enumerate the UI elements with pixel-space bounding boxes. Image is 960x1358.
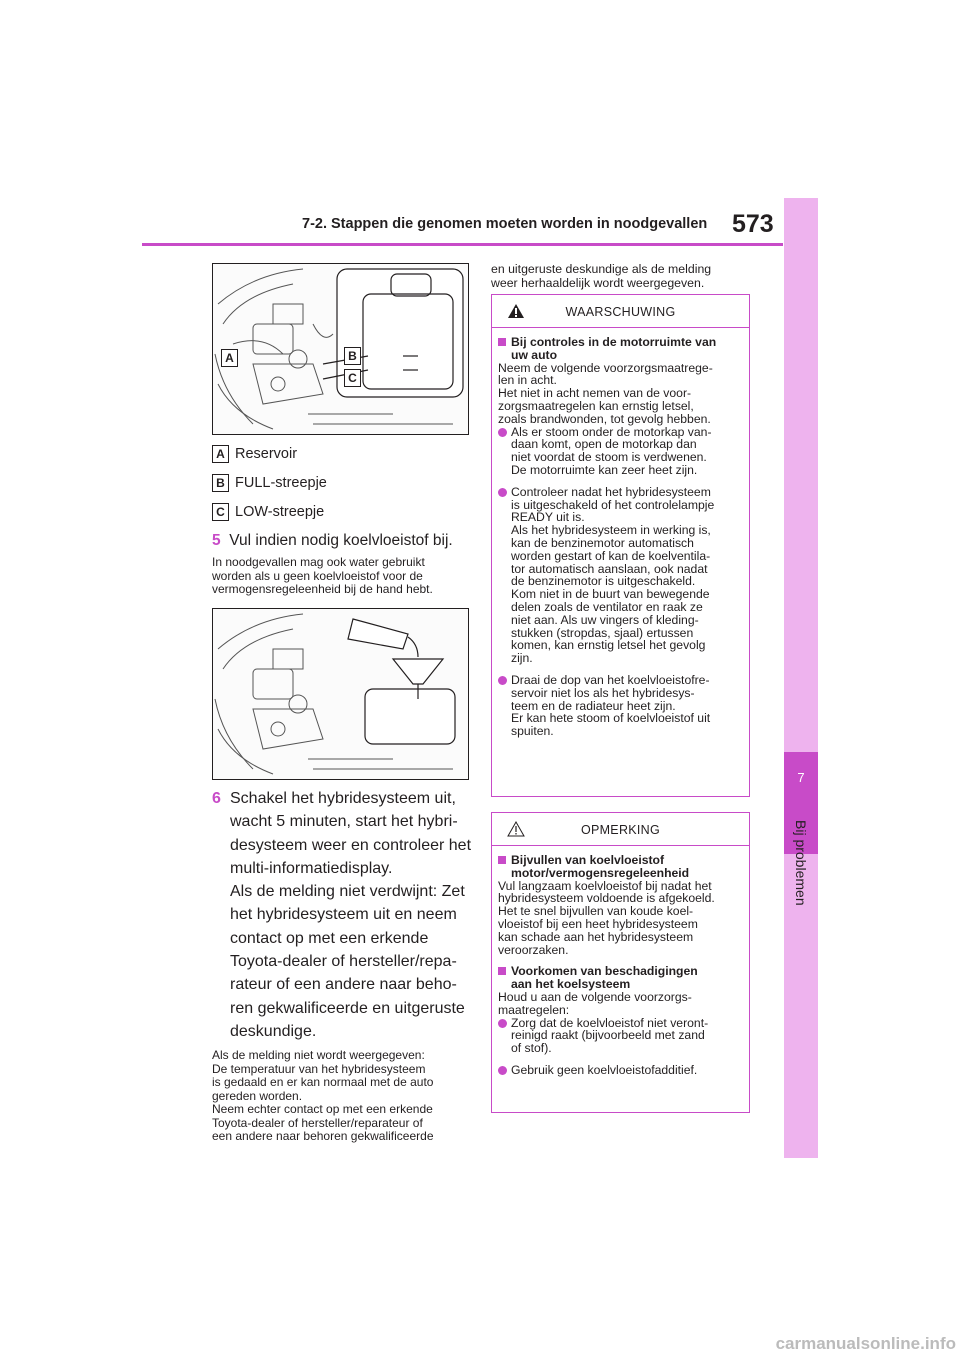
text-line: De motorruimte kan zeer heet zijn. [511,462,698,477]
header-rule [142,243,783,246]
step-6 [212,787,482,1043]
notice-body [492,846,749,1077]
step-line: deskundige. [230,1022,317,1040]
notice-box [491,812,750,1113]
text-line: veroorzaken. [498,942,569,957]
text-line: Als er stoom onder de motorkap van- [511,424,712,439]
legend-key: A [212,445,229,463]
bullet-dot-icon [498,428,507,437]
step-line: Schakel het hybridesysteem uit, [230,790,456,807]
text-line: zijn. [511,651,533,666]
step-line: contact op met een erkende [230,929,429,947]
warning-body [492,328,749,738]
text-line: servoir niet los als het hybridesys- [511,685,695,700]
warning-heading [498,336,743,362]
text-line: reinigd raakt (bijvoorbeeld met zand [511,1028,705,1043]
text-line: niet voordat de stoom is verdwenen. [511,450,707,465]
heading-line: uw auto [511,347,558,362]
text-line: stukken (stropdas, sjaal) ertussen [511,625,694,640]
text-line: zoals brandwonden, tot gevolg hebben. [498,411,711,426]
text-line: de benzinemotor is uitgeschakeld. [511,574,696,589]
step-line: multi-informatiedisplay. [230,859,393,877]
chapter-title [784,820,818,950]
text-line: Zorg dat de koelvloeistof niet veront- [511,1015,709,1030]
right-intro-text [491,263,761,290]
note-line: worden als u geen koelvloeistof voor de [212,568,423,583]
warning-header [492,295,749,327]
step-line: Als de melding niet verdwijnt: Zet [230,883,465,901]
legend-label: LOW-streepje [235,504,325,520]
step-line: het hybridesysteem uit en neem [230,906,457,924]
step-line: Toyota-dealer of hersteller/repa- [230,953,457,971]
text-line: Het te snel bijvullen van koude koel- [498,904,694,919]
text-line: tor automatisch aanslaan, ook nadat [511,561,708,576]
warning-bullet [498,486,743,665]
notice-bullet [498,1064,743,1077]
chapter-side-tab [784,198,818,1158]
legend-label: Reservoir [235,446,298,462]
note-line: Neem echter contact op met een erkende [212,1102,433,1116]
text-line: Kom niet in de buurt van bewegende [511,587,710,602]
notice-title: OPMERKING [580,823,661,837]
text-line: vloeistof bij een heet hybridesysteem [498,916,698,931]
text-line: worden gestart of kan de koelventila- [511,548,711,563]
bullet-dot-icon [498,1019,507,1028]
legend-item-full-line [212,474,327,492]
text-line: of stof). [511,1041,552,1056]
heading-line: Voorkomen van beschadigingen [511,964,698,979]
legend-key: C [212,503,229,521]
step-line: desysteem weer en controleer het [230,836,472,854]
note-line: Toyota-dealer of hersteller/reparateur of [212,1115,423,1130]
heading-line: Bij controles in de motorruimte van [511,335,717,349]
heading-line: Bijvullen van koelvloeistof [511,853,665,867]
step-line: wacht 5 minuten, start het hybri- [230,813,458,831]
watermark: carmanualsonline.info [775,1334,956,1353]
text-line: Draai de dop van het koelvloeistofre- [511,672,710,687]
notice-header [492,813,749,845]
text-line: is uitgeschakeld of het controlelampje [511,497,715,512]
note-line: In noodgevallen mag ook water gebruikt [212,555,425,569]
heading-line: motor/vermogensregeleenheid [511,865,690,880]
legend-key: B [212,474,229,492]
step-text: Vul indien nodig koelvloeistof bij. [229,532,453,549]
engine-bay-illustration [213,264,468,434]
text-line: Controleer nadat het hybridesysteem [511,484,711,499]
note-line: Als de melding niet wordt weergegeven: [212,1048,425,1062]
step-5-note [212,556,482,597]
note-line: De temperatuur van het hybridesysteem [212,1061,426,1076]
legend-item-low-line [212,503,324,521]
text-line: kan de benzinemotor automatisch [511,535,694,550]
text-line: delen zoals de ventilator en raak ze [511,599,703,614]
square-bullet-icon [498,967,506,975]
bullet-dot-icon [498,488,507,497]
text-line: niet aan. Als uw vingers of kleding- [511,612,699,627]
text-line: daan komt, open de motorkap dan [511,437,697,452]
engine-bay-figure-reservoir [212,263,469,435]
step-line: ren gekwalificeerde en uitgeruste [230,999,465,1017]
text-line: Vul langzaam koelvloeistof bij nadat het [498,878,712,893]
text-line: READY uit is. [511,510,585,525]
callout-c: C [344,369,361,387]
legend-label: FULL-streepje [235,475,327,491]
chapter-title-text: Bij problemen [793,820,809,906]
text-line: Het niet in acht nemen van de voor- [498,386,692,401]
section-title: 7-2. Stappen die genomen moeten worden in noodgevallen [302,216,708,232]
warning-intro [498,362,743,426]
square-bullet-icon [498,338,506,346]
notice-heading [498,854,743,880]
square-bullet-icon [498,856,506,864]
warning-title: WAARSCHUWING [565,305,676,319]
text-line: weer herhaaldelijk wordt weergegeven. [491,275,705,290]
text-line: len in acht. [498,373,557,388]
chapter-number: 7 [797,770,805,785]
step-number: 5 [212,532,221,549]
callout-a: A [221,349,238,367]
refill-illustration [213,609,468,779]
note-line: is gedaald en er kan normaal met de auto [212,1075,434,1089]
notice-section-text [498,991,743,1017]
notice-heading [498,965,743,991]
text-line: maatregelen: [498,1002,570,1017]
warning-bullet [498,674,743,738]
notice-section-text [498,880,743,957]
text-line: teem en de radiateur heet zijn. [511,698,676,713]
bullet-dot-icon [498,1066,507,1075]
text-line: Er kan hete stoom of koelvloeistof uit [511,711,711,726]
text-line: hybridesysteem voldoende is afgekoeld. [498,891,715,906]
text-line: Als het hybridesysteem in werking is, [511,523,711,538]
step-6-note [212,1049,482,1144]
text-line: Neem de volgende voorzorgsmaatrege- [498,360,713,375]
note-line: gereden worden. [212,1088,303,1103]
warning-box [491,294,750,797]
note-line: vermogensregeleenheid bij de hand hebt. [212,582,433,596]
text-line: Houd u aan de volgende voorzorgs- [498,989,692,1004]
step-number: 6 [212,790,221,807]
text-line: en uitgeruste deskundige als de melding [491,262,712,276]
text-line: komen, kan ernstig letsel het gevolg [511,638,706,653]
page-number: 573 [732,210,774,238]
text-line: Gebruik geen koelvloeistofadditief. [511,1062,698,1077]
warning-bullet [498,426,743,477]
step-6-text [230,787,482,1043]
text-line: zorgsmaatregelen kan ernstig letsel, [498,398,694,413]
note-line: een andere naar behoren gekwalificeerde [212,1129,434,1143]
notice-bullet [498,1017,743,1055]
heading-line: aan het koelsysteem [511,977,631,992]
bullet-dot-icon [498,676,507,685]
step-line: rateur of een andere naar beho- [230,976,457,994]
step-5 [212,529,477,552]
legend-item-reservoir [212,445,297,463]
text-line: kan schade aan het hybridesysteem [498,929,694,944]
text-line: spuiten. [511,724,554,739]
engine-bay-figure-refill [212,608,469,780]
callout-b: B [344,347,361,365]
